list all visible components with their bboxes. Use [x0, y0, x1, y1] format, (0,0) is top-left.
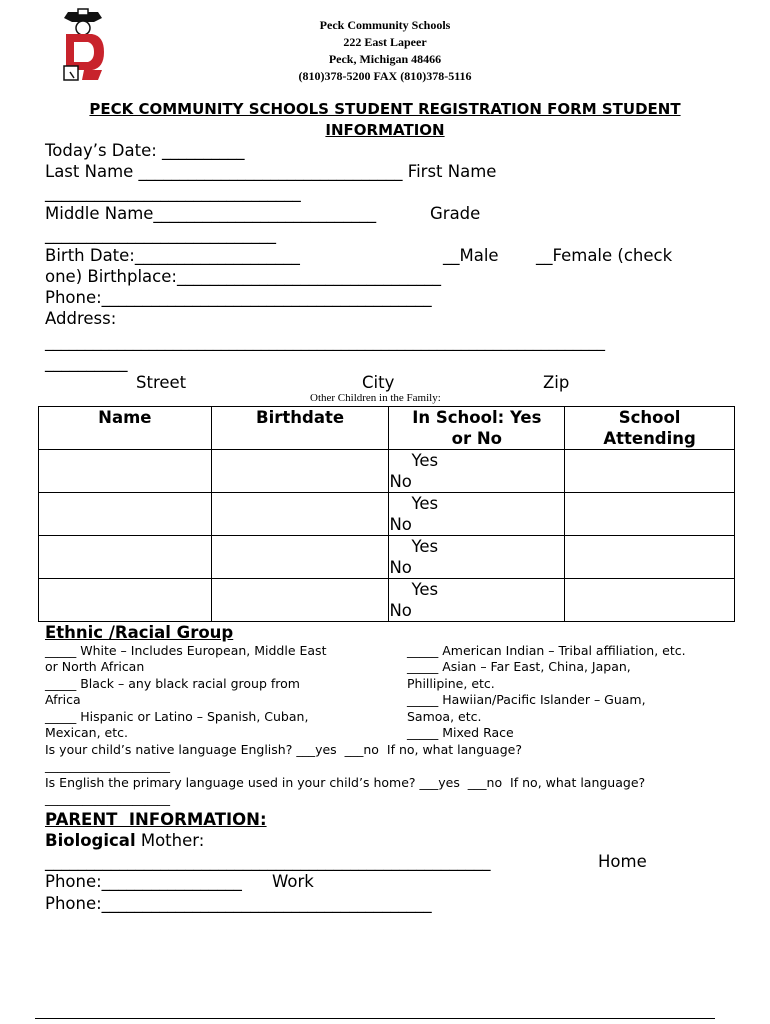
other-children-caption: Other Children in the Family: [310, 392, 441, 404]
child-school-cell[interactable] [565, 579, 735, 622]
child-in-school-cell[interactable] [389, 536, 565, 579]
ethnic-asian-option-cont: Phillipine, etc. [407, 676, 495, 691]
ethnic-white-option[interactable]: _____ White – Includes European, Middle East [45, 643, 327, 658]
col-school-label: School [618, 408, 681, 427]
address-field[interactable]: ______________________________________________________________________ [45, 332, 605, 351]
child-school-cell[interactable] [565, 536, 735, 579]
biological-label: Biological [45, 831, 136, 850]
ethnic-american-indian-option[interactable]: _____ American Indian – Tribal affiliation, etc. [407, 643, 686, 658]
native-language-field[interactable]: ____________________ [45, 758, 170, 773]
home-phone-field[interactable]: Phone:_________________ [45, 872, 242, 891]
child-name-cell[interactable] [39, 493, 212, 536]
ethnic-mixed-race-option[interactable]: _____ Mixed Race [407, 725, 514, 740]
zip-label: Zip [543, 373, 570, 392]
child-birthdate-cell[interactable] [211, 450, 389, 493]
letterhead-phone-fax: (810)378-5200 FAX (810)378-5116 [298, 69, 472, 83]
child-in-school-cell[interactable] [389, 579, 565, 622]
grade-label: Grade [430, 204, 481, 223]
male-checkbox[interactable]: __Male [443, 246, 499, 265]
yes-option[interactable]: Yes [411, 494, 439, 513]
city-label: City [362, 373, 395, 392]
child-in-school-cell[interactable] [389, 450, 565, 493]
col-in-school-label-2: or No [451, 429, 502, 448]
child-birthdate-cell[interactable] [211, 536, 389, 579]
no-option[interactable]: No [389, 601, 412, 620]
native-language-question[interactable]: Is your child’s native language English? ___yes ___no If no, what language? [45, 742, 522, 757]
table-row [39, 579, 735, 622]
col-birthdate-label: Birthdate [256, 408, 345, 427]
parent-info-heading: PARENT INFORMATION: [45, 810, 267, 829]
grade-field[interactable]: ____________________________ [45, 225, 276, 244]
ethnic-pacific-islander-option-cont: Samoa, etc. [407, 709, 482, 724]
table-row [39, 450, 735, 493]
ethnic-white-option-cont: or North African [45, 659, 145, 674]
address-field-continued[interactable]: __________ [45, 353, 128, 372]
mother-name-field[interactable]: ______________________________________________________ [45, 852, 491, 871]
primary-language-question[interactable]: Is English the primary language used in your child’s home? ___yes ___no If no, what language? [45, 775, 646, 790]
birth-date-field[interactable]: Birth Date:____________________ [45, 246, 300, 265]
col-in-school-header [389, 407, 565, 450]
child-birthdate-cell[interactable] [211, 579, 389, 622]
letterhead-name: Peck Community Schools [319, 18, 451, 32]
col-name-header [39, 407, 212, 450]
ethnic-hispanic-option[interactable]: _____ Hispanic or Latino – Spanish, Cuban, [45, 709, 309, 724]
home-label: Home [598, 852, 647, 871]
no-option[interactable]: No [389, 515, 412, 534]
ethnic-black-option-cont: Africa [45, 692, 81, 707]
table-row [39, 536, 735, 579]
ethnic-heading: Ethnic /Racial Group [45, 623, 234, 642]
child-school-cell[interactable] [565, 450, 735, 493]
other-children-table [38, 406, 735, 622]
letterhead-city: Peck, Michigan 48466 [328, 52, 442, 66]
work-phone-field[interactable]: Phone:________________________________________ [45, 894, 432, 913]
col-name-label: Name [98, 408, 152, 427]
first-name-field[interactable]: _______________________________ [45, 183, 301, 202]
form-title-line2: INFORMATION [325, 121, 445, 139]
ethnic-black-option[interactable]: _____ Black – any black racial group from [45, 676, 300, 691]
form-title: PECK COMMUNITY SCHOOLS STUDENT REGISTRATION FORM STUDENT [89, 100, 681, 118]
child-school-cell[interactable] [565, 493, 735, 536]
female-checkbox[interactable]: __Female (check [536, 246, 673, 265]
child-name-cell[interactable] [39, 579, 212, 622]
col-birthdate-header [211, 407, 389, 450]
no-option[interactable]: No [389, 472, 412, 491]
bottom-divider [35, 1018, 715, 1019]
child-birthdate-cell[interactable] [211, 493, 389, 536]
table-header-row [39, 407, 735, 450]
phone-field[interactable]: Phone:________________________________________ [45, 288, 432, 307]
yes-option[interactable]: Yes [411, 537, 439, 556]
biological-mother-label [45, 830, 204, 851]
col-school-label-2: Attending [603, 429, 696, 448]
street-label: Street [136, 373, 187, 392]
ethnic-pacific-islander-option[interactable]: _____ Hawiian/Pacific Islander – Guam, [407, 692, 646, 707]
ethnic-hispanic-option-cont: Mexican, etc. [45, 725, 128, 740]
col-in-school-label: In School: Yes [412, 408, 542, 427]
middle-name-field[interactable]: Middle Name___________________________ [45, 204, 377, 223]
ethnic-asian-option[interactable]: _____ Asian – Far East, China, Japan, [407, 659, 631, 674]
col-school-header [565, 407, 735, 450]
table-row [39, 493, 735, 536]
yes-option[interactable]: Yes [411, 580, 439, 599]
school-logo [58, 6, 108, 84]
address-label: Address: [45, 309, 117, 328]
last-name-field[interactable]: Last Name ________________________________ First Name [45, 162, 497, 181]
child-name-cell[interactable] [39, 536, 212, 579]
todays-date-field[interactable]: Today’s Date: __________ [45, 141, 245, 160]
child-name-cell[interactable] [39, 450, 212, 493]
primary-language-field[interactable]: ____________________ [45, 791, 170, 806]
yes-option[interactable]: Yes [411, 451, 439, 470]
work-label: Work [272, 872, 314, 891]
mother-label: Mother: [135, 831, 205, 850]
no-option[interactable]: No [389, 558, 412, 577]
birthplace-field[interactable]: one) Birthplace:________________________________ [45, 267, 441, 286]
letterhead-street: 222 East Lapeer [343, 35, 427, 49]
child-in-school-cell[interactable] [389, 493, 565, 536]
